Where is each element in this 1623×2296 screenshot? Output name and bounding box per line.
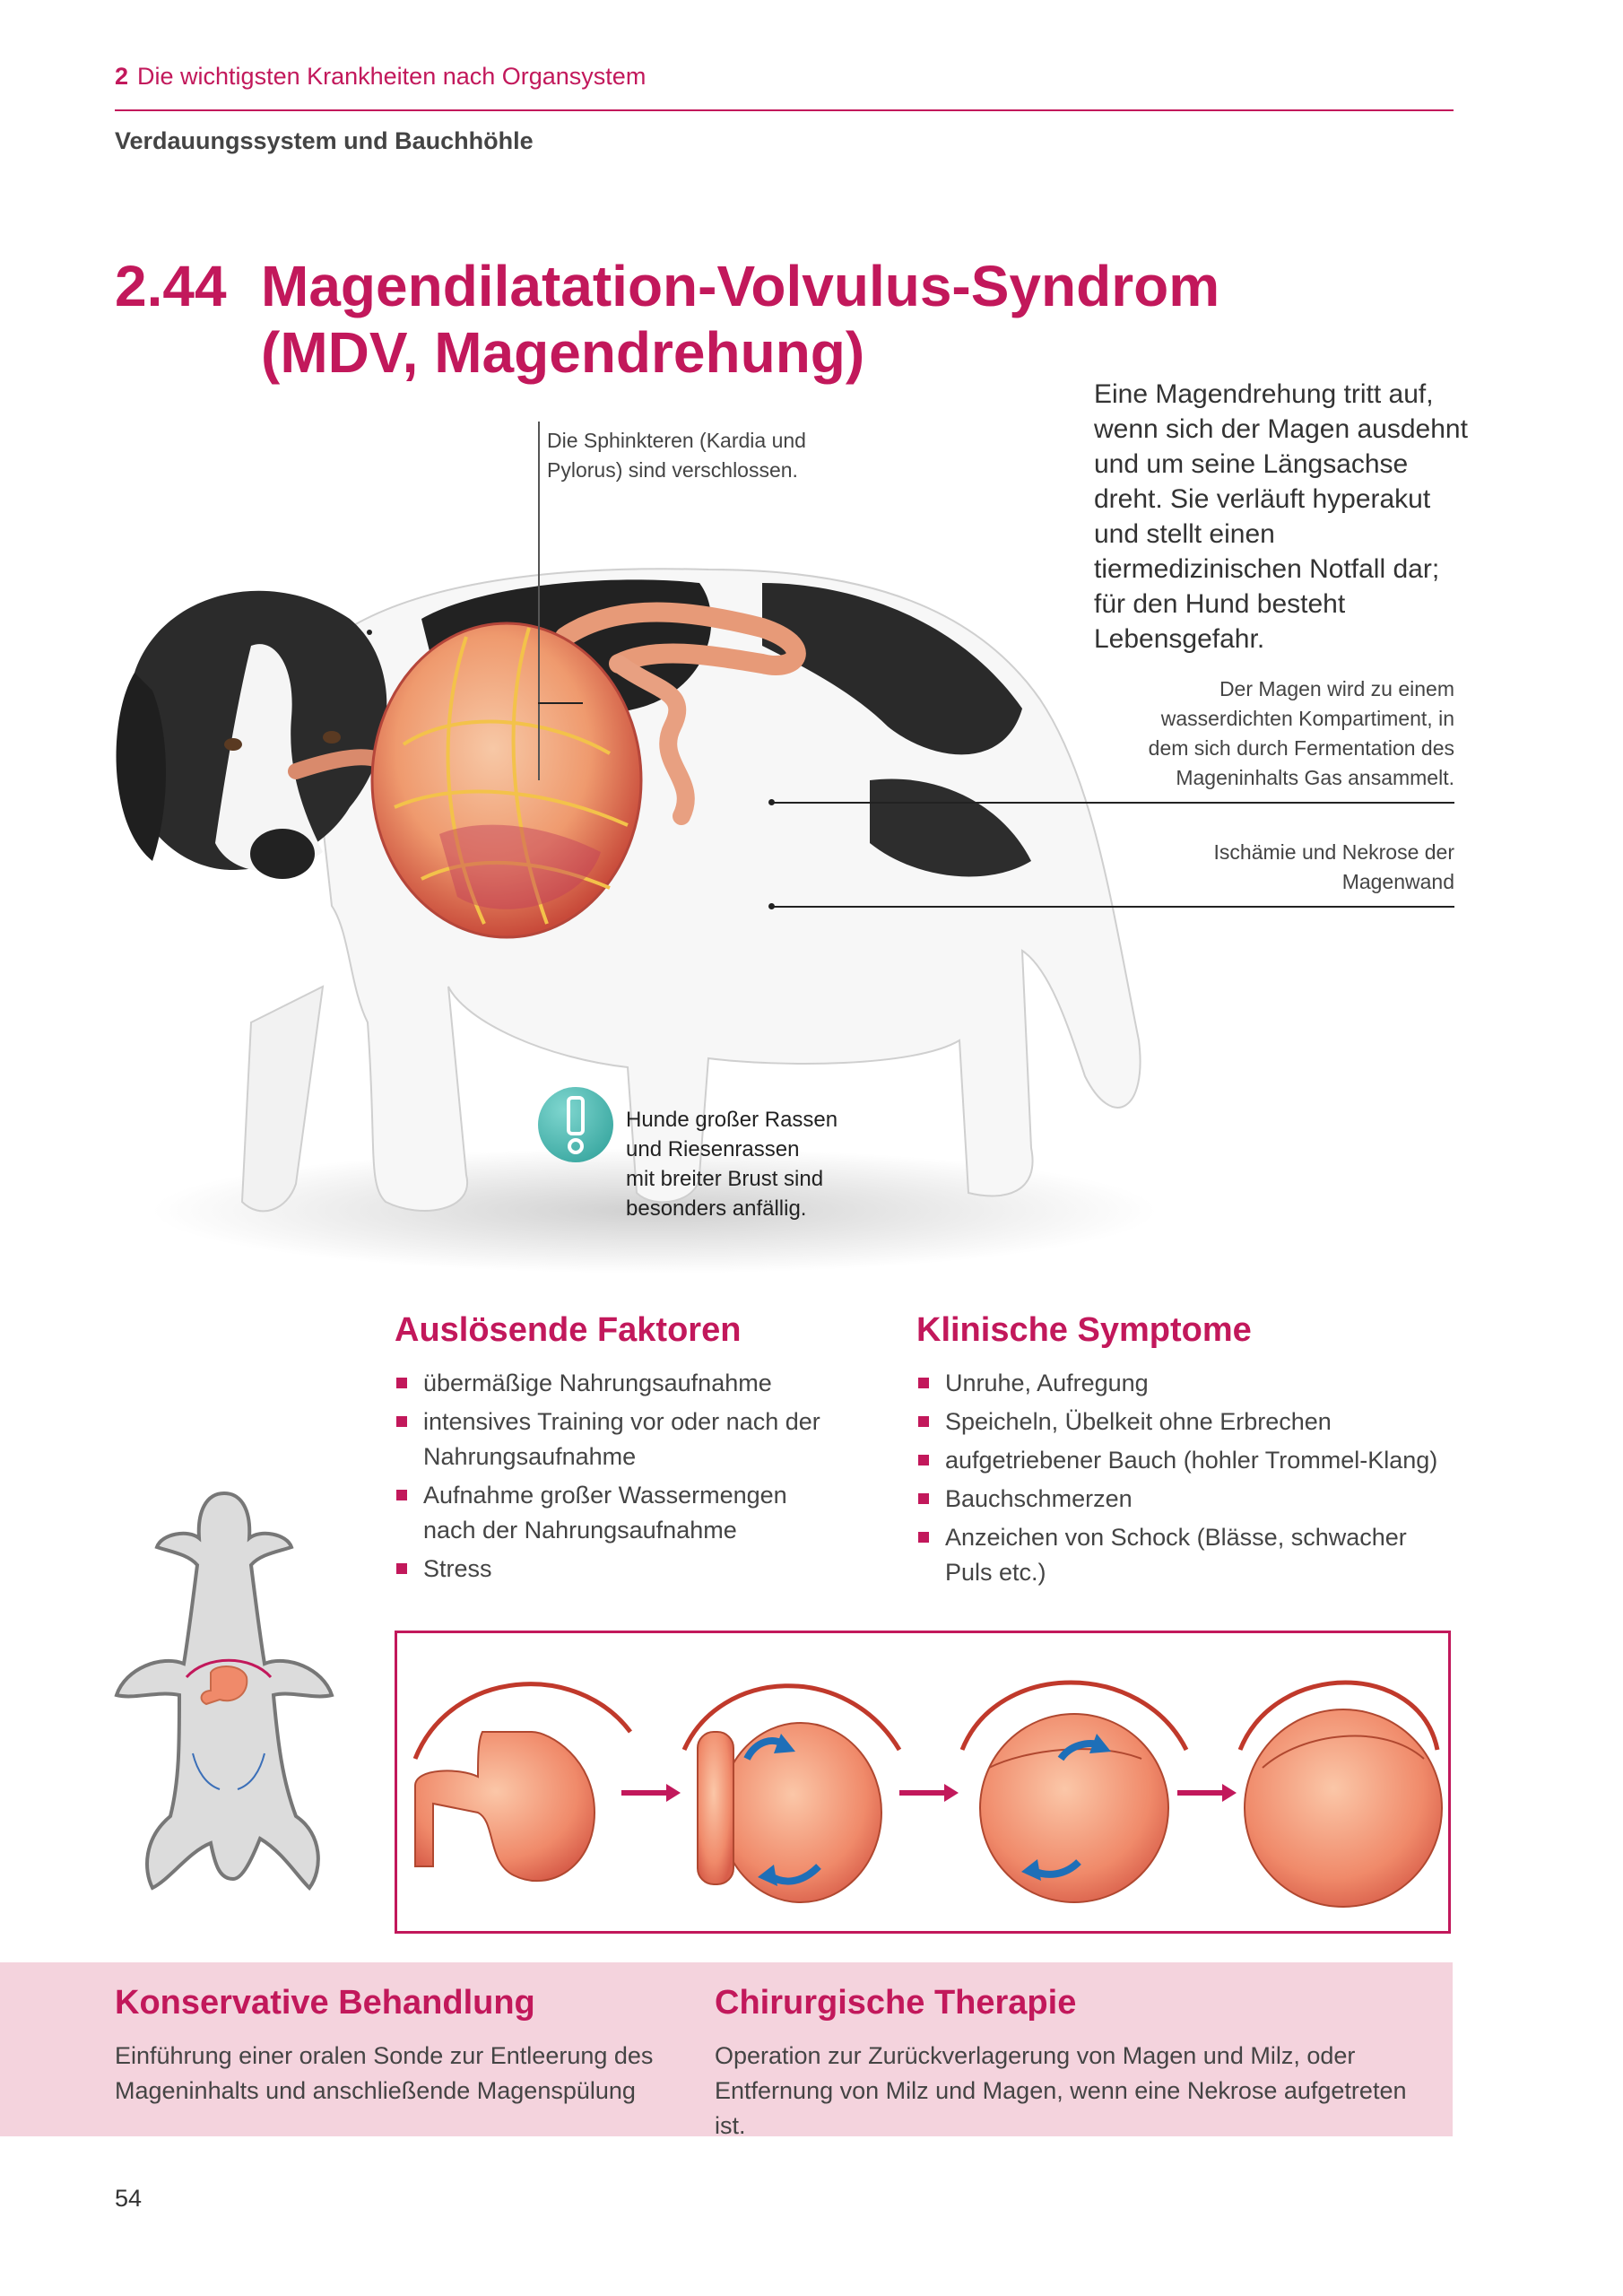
ischemia-annotation (1130, 838, 1454, 897)
symptom-item: Speicheln, Übelkeit ohne Erbrechen (916, 1405, 1454, 1439)
ischemia-callout-line (771, 906, 1454, 908)
conservative-text: Einführung einer oralen Sonde zur Entleerung des Mageninhalts und anschließende Magenspülung (115, 2042, 654, 2104)
factors-section (395, 1311, 825, 1590)
section-title: Verdauungssystem und Bauchhöhle (115, 127, 534, 154)
gas-annotation-line3: dem sich durch Fermentation des (1148, 736, 1454, 760)
chapter-title: Die wichtigsten Krankheiten nach Organsystem (137, 63, 647, 90)
title-line2: (MDV, Magendrehung) (261, 320, 865, 385)
ischemia-annotation-line1: Ischämie und Nekrose der (1213, 840, 1454, 864)
gas-callout-line (771, 802, 1454, 804)
gas-annotation-line4: Mageninhalts Gas ansammelt. (1176, 766, 1454, 789)
symptoms-heading: Klinische Symptome (916, 1311, 1252, 1349)
warning-line1: Hunde großer Rassen (626, 1108, 838, 1132)
sphincter-callout-line (538, 422, 540, 780)
warning-icon (538, 1087, 613, 1162)
chapter-number: 2 (115, 63, 129, 90)
ischemia-annotation-line2: Magenwand (1341, 870, 1454, 893)
symptom-item: Bauchschmerzen (916, 1482, 1454, 1517)
title-number: 2.44 (115, 254, 227, 318)
warning-line4: besonders anfällig. (626, 1196, 807, 1221)
volvulus-sequence-box (395, 1631, 1451, 1934)
factors-list (395, 1366, 825, 1587)
intro-text: Eine Magendrehung tritt auf, wenn sich der Magen ausdehnt und um seine Längsachse dreht. Sie verläuft hyperakut und stellt einen tiermedizinischen Notfall dar; für den Hund besteht Lebensgefahr. (1094, 379, 1468, 654)
factors-heading: Auslösende Faktoren (395, 1311, 742, 1349)
surgical-section (715, 1984, 1423, 2144)
dog-silhouette-topview (108, 1484, 341, 1915)
factor-item: Aufnahme großer Wassermengen nach der Nahrungsaufnahme (395, 1478, 825, 1548)
conservative-section (115, 1984, 689, 2109)
volvulus-sequence-diagram (397, 1633, 1448, 1931)
warning-text (626, 1105, 877, 1223)
ischemia-callout-dot (768, 903, 775, 909)
sphincter-annotation-line2: Pylorus) sind verschlossen. (547, 458, 798, 482)
symptoms-list (916, 1366, 1454, 1590)
factor-item: übermäßige Nahrungsaufnahme (395, 1366, 825, 1401)
sphincter-annotation (547, 426, 806, 485)
conservative-heading: Konservative Behandlung (115, 1984, 535, 2022)
symptoms-section (916, 1311, 1454, 1594)
gas-annotation-line1: Der Magen wird zu einem (1219, 677, 1454, 700)
gas-callout-dot (768, 799, 775, 805)
factor-item: Stress (395, 1552, 825, 1587)
warning-line3: mit breiter Brust sind (626, 1167, 824, 1191)
symptom-item: Unruhe, Aufregung (916, 1366, 1454, 1401)
surgical-text: Operation zur Zurückverlagerung von Magen und Milz, oder Entfernung von Milz und Magen, wenn eine Nekrose aufgetreten ist. (715, 2042, 1407, 2139)
title-line1: Magendilatation-Volvulus-Syndrom (261, 254, 1220, 318)
sphincter-annotation-line1: Die Sphinkteren (Kardia und (547, 429, 806, 452)
sphincter-callout-tick (538, 702, 583, 704)
symptom-item: aufgetriebener Bauch (hohler Trommel-Klang) (916, 1443, 1454, 1478)
header-divider (115, 109, 1454, 111)
page-number: 54 (115, 2185, 143, 2212)
warning-line2: und Riesenrassen (626, 1137, 800, 1161)
symptom-item: Anzeichen von Schock (Blässe, schwacher Puls etc.) (916, 1520, 1454, 1590)
factor-item: intensives Training vor oder nach der Nahrungsaufnahme (395, 1405, 825, 1474)
page-title (115, 253, 1219, 386)
gas-annotation-line2: wasserdichten Kompartiment, in (1160, 707, 1454, 730)
chapter-header (115, 63, 646, 91)
gas-annotation (1085, 674, 1454, 793)
exclamation-icon (538, 1087, 613, 1162)
surgical-heading: Chirurgische Therapie (715, 1984, 1077, 2022)
